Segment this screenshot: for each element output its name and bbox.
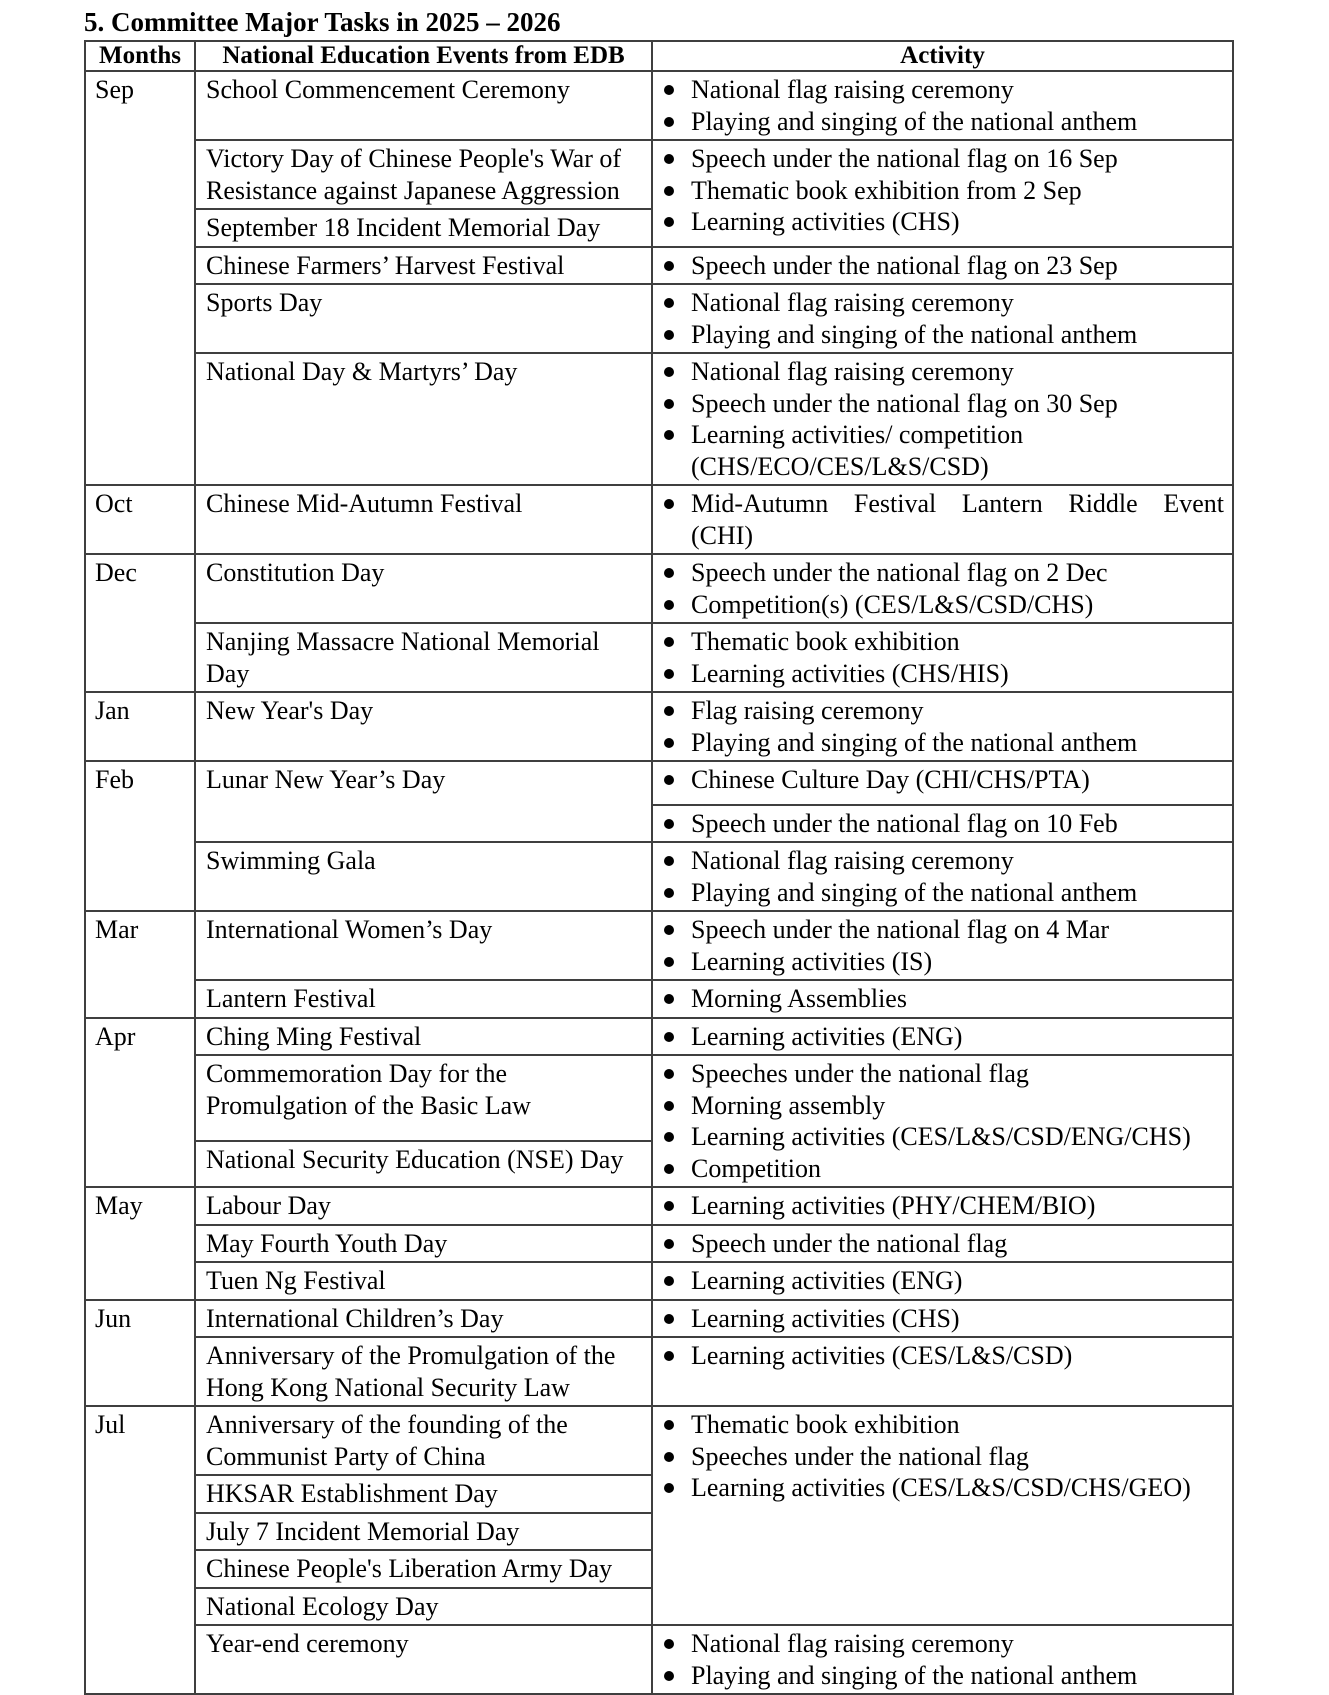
event-cell: School Commencement Ceremony — [195, 71, 652, 140]
activity-item-text: Speech under the national flag on 30 Sep — [691, 388, 1118, 418]
event-cell: Lunar New Year’s Day — [195, 761, 652, 842]
activity-item-text: Speech under the national flag on 10 Feb — [691, 808, 1118, 838]
event-cell: Ching Ming Festival — [195, 1018, 652, 1056]
committee-tasks-table — [84, 40, 1234, 1695]
activity-item-text: National flag raising ceremony — [691, 1629, 1014, 1658]
event-cell: National Security Education (NSE) Day — [195, 1141, 652, 1187]
activity-item — [653, 250, 1224, 282]
activity-item — [653, 143, 1224, 175]
activity-item — [653, 589, 1224, 621]
activity-item — [653, 877, 1224, 909]
activity-list — [653, 1265, 1224, 1297]
activity-cell — [652, 353, 1233, 485]
activity-item — [653, 1190, 1224, 1222]
activity-cell — [652, 980, 1233, 1018]
activity-item-text: National flag raising ceremony — [691, 288, 1014, 317]
activity-item — [653, 557, 1224, 589]
activity-item-text: Learning activities (CHS) — [691, 207, 960, 236]
bullet-icon — [664, 568, 674, 578]
activity-item — [653, 1660, 1224, 1692]
month-cell-jun: Jun — [85, 1300, 195, 1407]
activity-list — [653, 1228, 1224, 1260]
activity-item-text: Learning activities (CHS/HIS) — [691, 658, 1009, 688]
activity-item-text: Learning activities (ENG) — [691, 1266, 963, 1295]
activity-item — [653, 74, 1224, 106]
activity-cell — [652, 1018, 1233, 1056]
bullet-icon — [664, 819, 674, 829]
activity-item — [653, 626, 1224, 658]
table-row — [85, 247, 1233, 285]
bullet-icon — [664, 330, 674, 340]
event-cell: Victory Day of Chinese People's War of Resistance against Japanese Aggression — [195, 140, 652, 209]
bullet-icon — [664, 430, 674, 440]
table-row — [85, 1018, 1233, 1056]
activity-item — [653, 1265, 1224, 1297]
activity-item — [653, 206, 1224, 238]
bullet-icon — [664, 738, 674, 748]
activity-item — [653, 1153, 1224, 1185]
table-row — [85, 1337, 1233, 1406]
bullet-icon — [664, 1420, 674, 1430]
bullet-icon — [664, 1351, 674, 1361]
activity-cell — [652, 1187, 1233, 1225]
activity-item — [653, 1340, 1224, 1372]
activity-item-text: Learning activities (CES/L&S/CSD/CHS/GEO) — [691, 1473, 1191, 1502]
bullet-icon — [664, 994, 674, 1004]
event-cell: Swimming Gala — [195, 842, 652, 911]
activity-cell — [652, 842, 1233, 911]
activity-item-text: Flag raising ceremony — [691, 696, 924, 725]
activity-item-text: Morning assembly — [691, 1090, 886, 1120]
event-cell: July 7 Incident Memorial Day — [195, 1513, 652, 1551]
bullet-icon — [664, 1239, 674, 1249]
activity-list — [653, 1303, 1224, 1335]
events-table-body — [85, 71, 1233, 1694]
table-row — [85, 1406, 1233, 1475]
activity-list — [653, 626, 1224, 689]
activity-list — [653, 287, 1224, 350]
activity-list — [653, 1409, 1224, 1504]
activity-item — [653, 488, 1224, 551]
activity-list — [653, 808, 1224, 840]
table-row — [85, 1225, 1233, 1263]
bullet-icon — [664, 888, 674, 898]
activity-item — [653, 1058, 1224, 1090]
bullet-icon — [664, 856, 674, 866]
column-header-months: Months — [85, 41, 195, 71]
event-cell: National Ecology Day — [195, 1588, 652, 1626]
activity-cell — [652, 1337, 1233, 1406]
bullet-icon — [664, 1639, 674, 1649]
bullet-icon — [664, 925, 674, 935]
activity-item-text: Learning activities/ competition (CHS/ECO/CES/L&S/CSD) — [691, 420, 1024, 481]
bullet-icon — [664, 1132, 674, 1142]
event-cell: International Children’s Day — [195, 1300, 652, 1338]
activity-item — [653, 1021, 1224, 1053]
table-row — [85, 485, 1233, 554]
bullet-icon — [664, 1201, 674, 1211]
activity-item — [653, 1121, 1224, 1153]
activity-item-text: Playing and singing of the national anthem — [691, 877, 1138, 907]
activity-item — [653, 808, 1224, 840]
event-cell: New Year's Day — [195, 692, 652, 761]
event-cell: Lantern Festival — [195, 980, 652, 1018]
activity-item — [653, 845, 1224, 877]
column-header-activity: Activity — [652, 41, 1233, 71]
table-row — [85, 1625, 1233, 1694]
month-cell-apr: Apr — [85, 1018, 195, 1188]
activity-list — [653, 845, 1224, 908]
activity-list — [653, 1190, 1224, 1222]
table-row — [85, 554, 1233, 623]
bullet-icon — [664, 637, 674, 647]
event-cell: HKSAR Establishment Day — [195, 1475, 652, 1513]
activity-list — [653, 1340, 1224, 1372]
activity-list — [653, 1628, 1224, 1691]
activity-item-text: Thematic book exhibition — [691, 1410, 960, 1439]
month-cell-may: May — [85, 1187, 195, 1300]
bullet-icon — [664, 261, 674, 271]
activity-item-text: Learning activities (PHY/CHEM/BIO) — [691, 1191, 1096, 1220]
event-cell: Tuen Ng Festival — [195, 1262, 652, 1300]
activity-item-text: Morning Assemblies — [691, 984, 907, 1013]
activity-item-text: Mid-Autumn Festival Lantern Riddle Event (CHI) — [691, 489, 1224, 550]
activity-item-text: Speech under the national flag on 4 Mar — [691, 915, 1110, 944]
activity-item — [653, 1628, 1224, 1660]
table-row — [85, 1055, 1233, 1141]
bullet-icon — [664, 1032, 674, 1042]
event-cell: National Day & Martyrs’ Day — [195, 353, 652, 485]
bullet-icon — [664, 1314, 674, 1324]
event-cell: Sports Day — [195, 284, 652, 353]
activity-item-text: Learning activities (ENG) — [691, 1021, 963, 1051]
activity-item — [653, 946, 1224, 978]
page-title: 5. Committee Major Tasks in 2025 – 2026 — [84, 7, 561, 37]
activity-cell — [652, 623, 1233, 692]
bullet-icon — [664, 217, 674, 227]
activity-cell — [652, 911, 1233, 980]
activity-list — [653, 250, 1224, 282]
activity-cell — [652, 1300, 1233, 1338]
activity-item — [653, 658, 1224, 690]
bullet-icon — [664, 399, 674, 409]
activity-cell — [652, 485, 1233, 554]
activity-item-text: Learning activities (CES/L&S/CSD) — [691, 1341, 1073, 1370]
bullet-icon — [664, 499, 674, 509]
table-row — [85, 911, 1233, 980]
event-cell: International Women’s Day — [195, 911, 652, 980]
activity-item-text: Speech under the national flag — [691, 1228, 1008, 1258]
activity-item-text: Chinese Culture Day (CHI/CHS/PTA) — [691, 765, 1090, 794]
activity-list — [653, 74, 1224, 137]
activity-item-text: Playing and singing of the national anthem — [691, 727, 1138, 757]
activity-item — [653, 914, 1224, 946]
table-row — [85, 692, 1233, 761]
activity-item-text: Learning activities (CES/L&S/CSD/ENG/CHS) — [691, 1122, 1191, 1151]
bullet-icon — [664, 186, 674, 196]
event-cell: Commemoration Day for the Promulgation of the Basic Law — [195, 1055, 652, 1141]
event-cell: Anniversary of the founding of the Communist Party of China — [195, 1406, 652, 1475]
bullet-icon — [664, 1164, 674, 1174]
activity-list — [653, 356, 1224, 482]
activity-item-text: Playing and singing of the national anthem — [691, 319, 1138, 349]
bullet-icon — [664, 1483, 674, 1493]
bullet-icon — [664, 600, 674, 610]
table-row — [85, 284, 1233, 353]
bullet-icon — [664, 1101, 674, 1111]
activity-cell — [652, 71, 1233, 140]
activity-item — [653, 764, 1224, 796]
activity-item — [653, 695, 1224, 727]
activity-item-text: Learning activities (IS) — [691, 946, 933, 976]
activity-item — [653, 983, 1224, 1015]
month-cell-mar: Mar — [85, 911, 195, 1018]
activity-item — [653, 1090, 1224, 1122]
activity-item — [653, 1303, 1224, 1335]
activity-item-text: Thematic book exhibition from 2 Sep — [691, 175, 1082, 205]
activity-cell — [652, 805, 1233, 843]
activity-list — [653, 983, 1224, 1015]
bullet-icon — [664, 1069, 674, 1079]
activity-item — [653, 1228, 1224, 1260]
event-cell: September 18 Incident Memorial Day — [195, 209, 652, 247]
column-header-events: National Education Events from EDB — [195, 41, 652, 71]
activity-cell — [652, 247, 1233, 285]
activity-item — [653, 175, 1224, 207]
activity-item — [653, 356, 1224, 388]
table-row — [85, 71, 1233, 140]
table-row — [85, 761, 1233, 805]
activity-item — [653, 1441, 1224, 1473]
table-row — [85, 353, 1233, 485]
event-cell: Labour Day — [195, 1187, 652, 1225]
table-row — [85, 140, 1233, 209]
activity-item-text: National flag raising ceremony — [691, 846, 1014, 875]
activity-list — [653, 488, 1224, 551]
table-row — [85, 980, 1233, 1018]
activity-list — [653, 914, 1224, 977]
activity-item-text: Speeches under the national flag — [691, 1441, 1029, 1471]
month-cell-feb: Feb — [85, 761, 195, 911]
activity-cell — [652, 1225, 1233, 1263]
activity-cell — [652, 1055, 1233, 1187]
activity-list — [653, 1058, 1224, 1184]
activity-list — [653, 695, 1224, 758]
month-cell-sep: Sep — [85, 71, 195, 485]
activity-list — [653, 143, 1224, 238]
event-cell: Chinese Farmers’ Harvest Festival — [195, 247, 652, 285]
activity-cell — [652, 554, 1233, 623]
month-cell-jan: Jan — [85, 692, 195, 761]
activity-item-text: Playing and singing of the national anthem — [691, 106, 1138, 136]
bullet-icon — [664, 85, 674, 95]
event-cell: Chinese Mid-Autumn Festival — [195, 485, 652, 554]
event-cell: Anniversary of the Promulgation of the Hong Kong National Security Law — [195, 1337, 652, 1406]
activity-cell — [652, 761, 1233, 805]
bullet-icon — [664, 298, 674, 308]
bullet-icon — [664, 957, 674, 967]
activity-cell — [652, 692, 1233, 761]
activity-item-text: Competition(s) (CES/L&S/CSD/CHS) — [691, 589, 1094, 619]
bullet-icon — [664, 1452, 674, 1462]
bullet-icon — [664, 1276, 674, 1286]
month-cell-oct: Oct — [85, 485, 195, 554]
event-cell: Chinese People's Liberation Army Day — [195, 1550, 652, 1588]
activity-cell — [652, 1262, 1233, 1300]
activity-item — [653, 419, 1224, 482]
activity-item-text: Competition — [691, 1153, 821, 1183]
activity-item — [653, 1472, 1224, 1504]
activity-item-text: Speech under the national flag on 23 Sep — [691, 250, 1118, 280]
bullet-icon — [664, 117, 674, 127]
month-cell-dec: Dec — [85, 554, 195, 692]
bullet-icon — [664, 706, 674, 716]
activity-cell — [652, 140, 1233, 247]
activity-item-text: Learning activities (CHS) — [691, 1303, 960, 1333]
event-cell: Constitution Day — [195, 554, 652, 623]
activity-cell — [652, 1406, 1233, 1625]
event-cell: May Fourth Youth Day — [195, 1225, 652, 1263]
activity-item-text: National flag raising ceremony — [691, 75, 1014, 104]
table-row — [85, 1300, 1233, 1338]
event-cell: Nanjing Massacre National Memorial Day — [195, 623, 652, 692]
activity-item-text: National flag raising ceremony — [691, 357, 1014, 386]
bullet-icon — [664, 669, 674, 679]
activity-item-text: Thematic book exhibition — [691, 627, 960, 656]
bullet-icon — [664, 1671, 674, 1681]
activity-item — [653, 388, 1224, 420]
activity-item — [653, 1409, 1224, 1441]
table-row — [85, 623, 1233, 692]
activity-list — [653, 764, 1224, 796]
activity-item-text: Speeches under the national flag — [691, 1059, 1029, 1088]
table-header-row — [85, 41, 1233, 71]
activity-item-text: Playing and singing of the national anthem — [691, 1660, 1138, 1690]
bullet-icon — [664, 775, 674, 785]
activity-list — [653, 1021, 1224, 1053]
table-row — [85, 1262, 1233, 1300]
event-cell: Year-end ceremony — [195, 1625, 652, 1694]
table-row — [85, 1187, 1233, 1225]
bullet-icon — [664, 367, 674, 377]
activity-cell — [652, 284, 1233, 353]
activity-item — [653, 319, 1224, 351]
activity-list — [653, 557, 1224, 620]
table-row — [85, 842, 1233, 911]
bullet-icon — [664, 154, 674, 164]
activity-item — [653, 287, 1224, 319]
month-cell-jul: Jul — [85, 1406, 195, 1694]
activity-item — [653, 727, 1224, 759]
activity-item-text: Speech under the national flag on 16 Sep — [691, 144, 1118, 173]
activity-cell — [652, 1625, 1233, 1694]
activity-item-text: Speech under the national flag on 2 Dec — [691, 558, 1108, 587]
activity-item — [653, 106, 1224, 138]
